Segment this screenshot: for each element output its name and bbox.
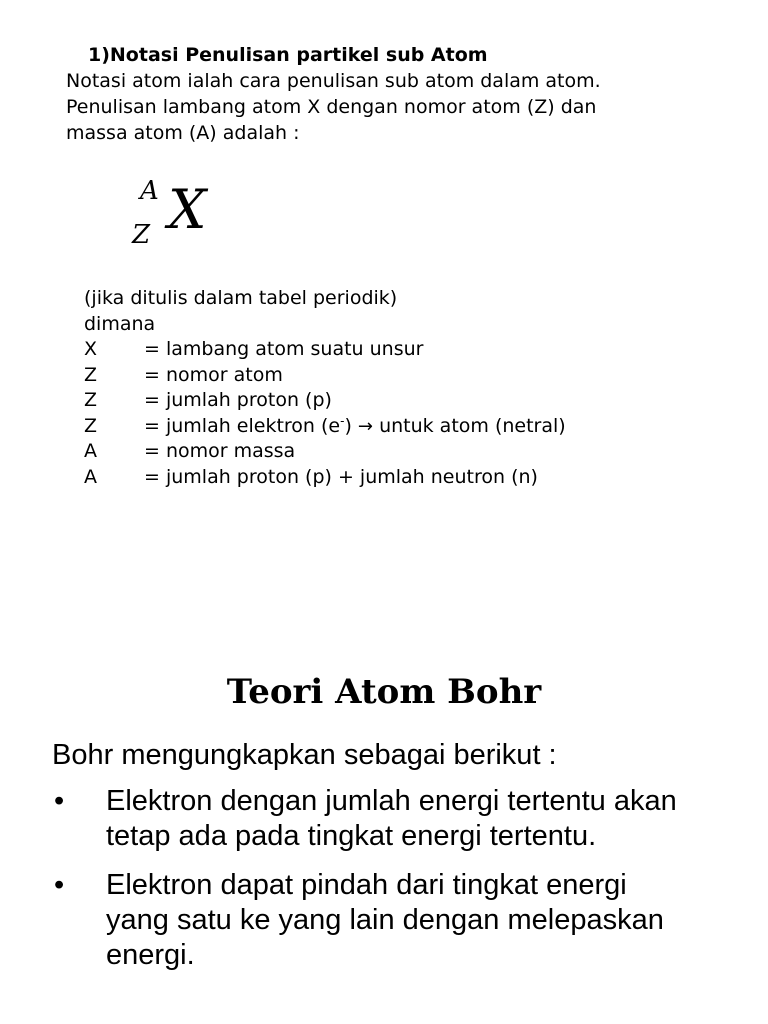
bullet-line: energi.: [106, 939, 195, 971]
list-item: [52, 868, 752, 973]
definition-symbol: X: [84, 338, 98, 360]
bullet-line: Elektron dapat pindah dari tingkat energi: [106, 869, 627, 901]
bohr-intro: Bohr mengungkapkan sebagai berikut :: [52, 739, 557, 771]
atomic-notation: [128, 172, 238, 262]
definition-symbol: Z: [84, 414, 98, 437]
definition-text: [144, 414, 566, 440]
definitions-block: [84, 286, 566, 490]
periodic-table-note: (jika ditulis dalam tabel periodik): [84, 287, 398, 309]
element-symbol: X: [168, 178, 207, 241]
bullet-icon: •: [54, 869, 65, 901]
intro-paragraph: [66, 68, 746, 146]
bullet-icon: •: [54, 785, 65, 817]
list-item: [52, 784, 752, 854]
definition-text: = nomor massa: [144, 440, 296, 462]
definition-symbol: A: [84, 465, 97, 488]
slide-title: Teori Atom Bohr: [226, 672, 542, 712]
arrow-right-icon: →: [357, 415, 374, 437]
definition-text: = jumlah proton (p): [144, 389, 332, 411]
definition-row: [84, 388, 566, 414]
definition-symbol: Z: [84, 363, 98, 386]
bullet-list: [52, 784, 752, 987]
bullet-line: yang satu ke yang lain dengan melepaskan: [106, 904, 664, 936]
where-label: dimana: [84, 312, 156, 335]
bullet-line: Elektron dengan jumlah energi tertentu akan: [106, 785, 677, 817]
definition-text-mid: ): [344, 414, 352, 437]
bullet-text: [106, 784, 752, 854]
definition-text: = jumlah proton (p) + jumlah neutron (n): [144, 465, 538, 488]
definition-symbol: A: [84, 440, 97, 462]
bullet-text: [106, 868, 752, 973]
intro-line: Notasi atom ialah cara penulisan sub atom dalam atom.: [66, 70, 601, 92]
definition-row: [84, 465, 566, 491]
intro-line: massa atom (A) adalah :: [66, 122, 300, 144]
intro-line: Penulisan lambang atom X dengan nomor atom (Z) dan: [66, 96, 597, 118]
bullet-line: tetap ada pada tingkat energi tertentu.: [106, 820, 597, 852]
mass-number-superscript: A: [140, 176, 159, 206]
atomic-number-subscript: Z: [132, 220, 151, 250]
definition-text: = nomor atom: [144, 363, 283, 386]
definition-row: [84, 363, 566, 389]
section-heading: 1)Notasi Penulisan partikel sub Atom: [88, 44, 488, 66]
definition-symbol: Z: [84, 389, 98, 411]
definition-text: = lambang atom suatu unsur: [144, 338, 424, 360]
definition-row: [84, 337, 566, 363]
definition-row: [84, 439, 566, 465]
definition-text-after: untuk atom (netral): [379, 414, 566, 437]
definition-row: [84, 414, 566, 440]
definition-text-before: = jumlah elektron (e: [144, 414, 341, 437]
electron-charge-superscript: -: [340, 413, 345, 428]
